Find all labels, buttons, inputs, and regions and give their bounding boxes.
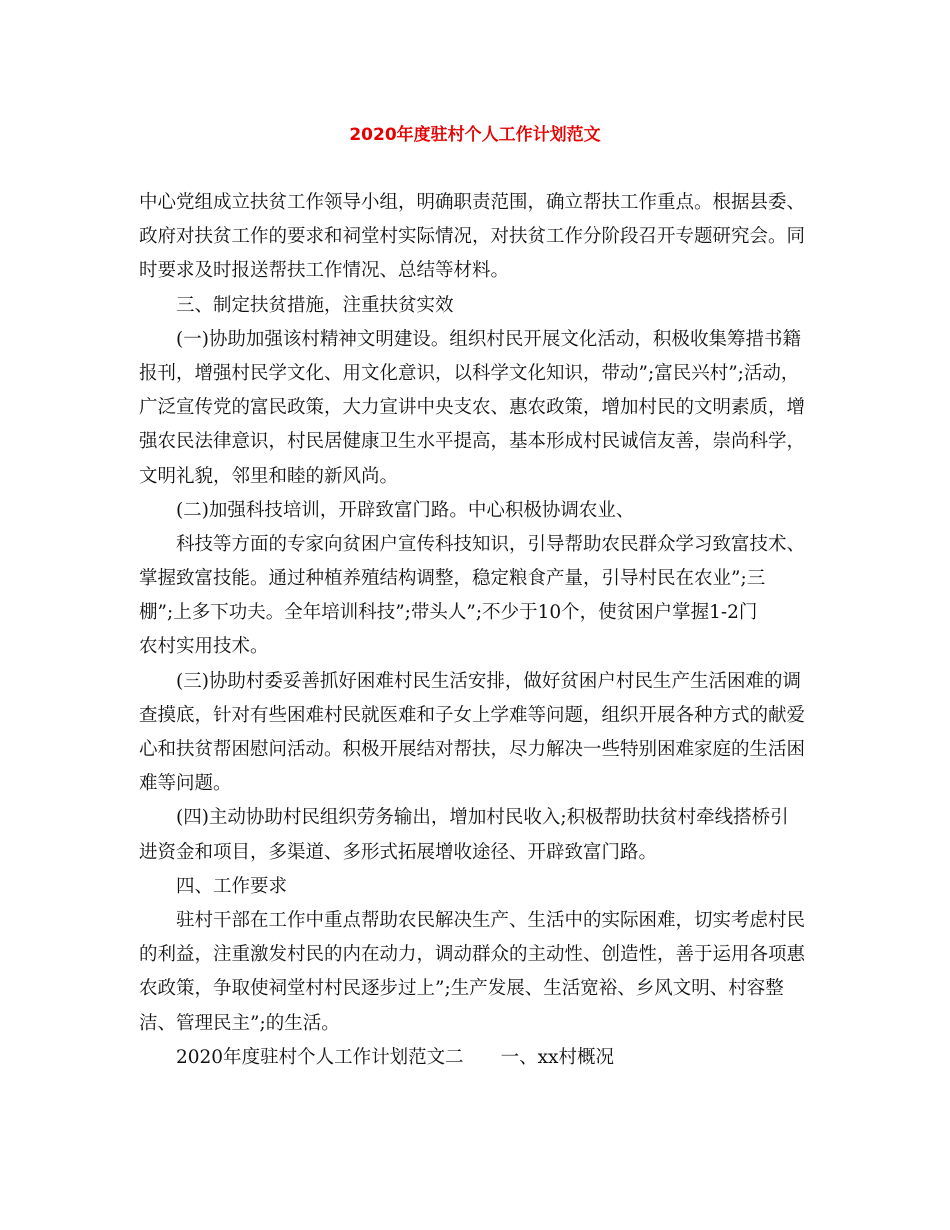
- text-line: (一)协助加强该村精神文明建设。组织村民开展文化活动，积极收集筹措书籍: [176, 328, 801, 350]
- text-line: 广泛宣传党的富民政策，大力宣讲中央支农、惠农政策，增加村民的文明素质，增: [139, 397, 806, 419]
- text-line: 中心党组成立扶贫工作领导小组，明确职责范围，确立帮扶工作重点。根据县委、: [139, 192, 806, 213]
- document-title: 2020年度驻村个人工作计划范文: [349, 125, 601, 145]
- text-line: 政府对扶贫工作的要求和祠堂村实际情况，对扶贫工作分阶段召开专题研究会。同: [139, 226, 806, 248]
- text-line: 三、制定扶贫措施，注重扶贫实效: [176, 294, 454, 316]
- text-line: 农村实用技术。: [139, 636, 269, 658]
- document-body: [139, 186, 819, 1075]
- text-line: 查摸底，针对有些困难村民就医难和子女上学难等问题，组织开展各种方式的献爱: [139, 704, 806, 726]
- text-line: 2020年度驻村个人工作计划范文二 一、xx村概况: [176, 1046, 614, 1068]
- text-line: (二)加强科技培训，开辟致富门路。中心积极协调农业、: [176, 499, 635, 521]
- text-line: 时要求及时报送帮扶工作情况、总结等材料。: [139, 260, 510, 282]
- text-line: 掌握致富技能。通过种植养殖结构调整，稳定粮食产量，引导村民在农业”;三: [139, 568, 766, 590]
- text-line: 文明礼貌，邻里和睦的新风尚。: [139, 465, 399, 487]
- text-line: 进资金和项目，多渠道、多形式拓展增收途径、开辟致富门路。: [139, 841, 658, 863]
- text-line: 心和扶贫帮困慰问活动。积极开展结对帮扶，尽力解决一些特别困难家庭的生活困: [139, 739, 806, 760]
- text-line: 洁、管理民主”;的生活。: [139, 1012, 340, 1034]
- text-line: (四)主动协助村民组织劳务输出，增加村民收入;积极帮助扶贫村牵线搭桥引: [176, 807, 789, 829]
- text-line: 四、工作要求: [176, 875, 288, 897]
- text-line: 棚”;上多下功夫。全年培训科技”;带头人”;不少于10个，使贫困户掌握1-2门: [139, 602, 758, 624]
- text-line: (三)协助村委妥善抓好困难村民生活安排，做好贫困户村民生产生活困难的调: [176, 670, 801, 692]
- text-line: 难等问题。: [139, 773, 232, 795]
- text-line: 报刊，增强村民学文化、用文化意识，以科学文化知识，带动”;富民兴村”;活动，: [139, 362, 800, 384]
- text-line: 科技等方面的专家向贫困户宣传科技知识，引导帮助农民群众学习致富技术、: [176, 533, 806, 555]
- text-line: 的利益，注重激发村民的内在动力，调动群众的主动性、创造性，善于运用各项惠: [139, 944, 806, 966]
- text-line: 驻村干部在工作中重点帮助农民解决生产、生活中的实际困难，切实考虑村民: [176, 909, 806, 931]
- text-line: 农政策，争取使祠堂村村民逐步过上”;生产发展、生活宽裕、乡风文明、村容整: [139, 978, 784, 1000]
- text-line: 强农民法律意识，村民居健康卫生水平提高，基本形成村民诚信友善，崇尚科学，: [139, 431, 806, 453]
